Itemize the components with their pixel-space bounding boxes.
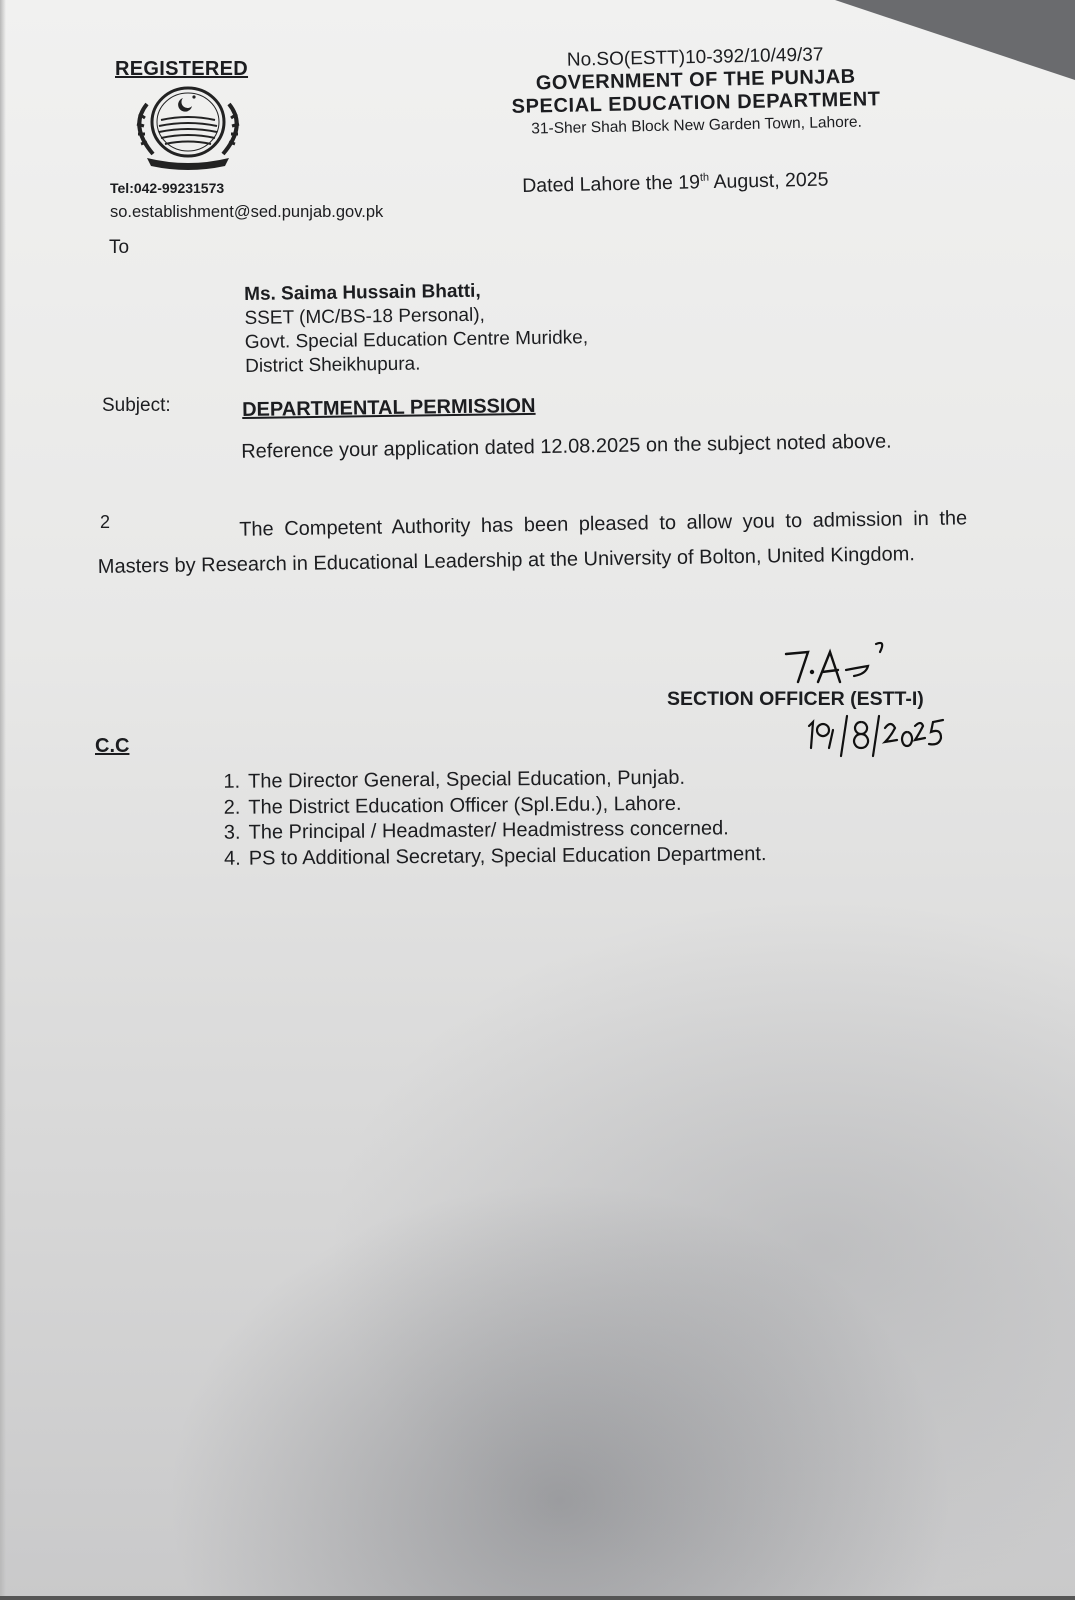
handwritten-signature bbox=[780, 636, 900, 696]
paragraph-1-text: Reference your application dated 12.08.2025 on the subject noted above. bbox=[241, 430, 892, 463]
addressee-designation: SSET (MC/BS-18 Personal), bbox=[244, 304, 486, 329]
cc-item: 2. The District Education Officer (Spl.Edu.), Lahore. bbox=[223, 792, 682, 819]
to-label: To bbox=[109, 237, 130, 258]
registered-label: REGISTERED bbox=[115, 58, 249, 80]
cc-label: C.C bbox=[95, 735, 130, 757]
addressee-name: Ms. Saima Hussain Bhatti, bbox=[244, 280, 481, 305]
addressee-district: District Sheikhupura. bbox=[245, 353, 421, 377]
page-bottom-edge bbox=[0, 1596, 1075, 1600]
subject-label: Subject: bbox=[102, 395, 171, 416]
cc-list bbox=[200, 765, 767, 872]
department-address: 31-Sher Shah Block New Garden Town, Lahore. bbox=[531, 113, 863, 138]
subject-text: DEPARTMENTAL PERMISSION bbox=[242, 394, 536, 421]
cc-item: 1. The Director General, Special Education, Punjab. bbox=[223, 766, 686, 793]
government-name: GOVERNMENT OF THE PUNJAB bbox=[535, 65, 856, 95]
addressee-institution: Govt. Special Education Centre Muridke, bbox=[244, 327, 589, 353]
reference-number: No.SO(ESTT)10-392/10/49/37 bbox=[566, 44, 824, 71]
paragraph-2 bbox=[97, 501, 968, 585]
date-prefix: Dated Lahore the 19 bbox=[522, 171, 701, 197]
date-rest: August, 2025 bbox=[708, 168, 829, 194]
letterhead-block bbox=[460, 42, 932, 140]
signatory-designation: SECTION OFFICER (ESTT-I) bbox=[667, 688, 924, 710]
date-ordinal: th bbox=[699, 171, 710, 184]
addressee-block bbox=[244, 278, 589, 379]
punjab-government-seal-icon bbox=[125, 84, 251, 170]
telephone: Tel:042-99231573 bbox=[110, 180, 225, 196]
date-line bbox=[522, 169, 829, 198]
department-name: SPECIAL EDUCATION DEPARTMENT bbox=[511, 88, 881, 118]
paragraph-2-number: 2 bbox=[100, 512, 111, 532]
email-address: so.establishment@sed.punjab.gov.pk bbox=[110, 203, 384, 221]
paper-edge bbox=[0, 0, 6, 1600]
cc-item: 4. PS to Additional Secretary, Special Education Department. bbox=[223, 842, 767, 870]
handwritten-date bbox=[803, 712, 953, 762]
paragraph-1 bbox=[99, 423, 967, 472]
cc-item: 3. The Principal / Headmaster/ Headmistress concerned. bbox=[223, 817, 729, 844]
paragraph-2-text: The Competent Authority has been pleased to allow you to admission in the Masters by Research in Educational Leadership at the University of Bolton, United Kingdom. bbox=[97, 507, 968, 578]
